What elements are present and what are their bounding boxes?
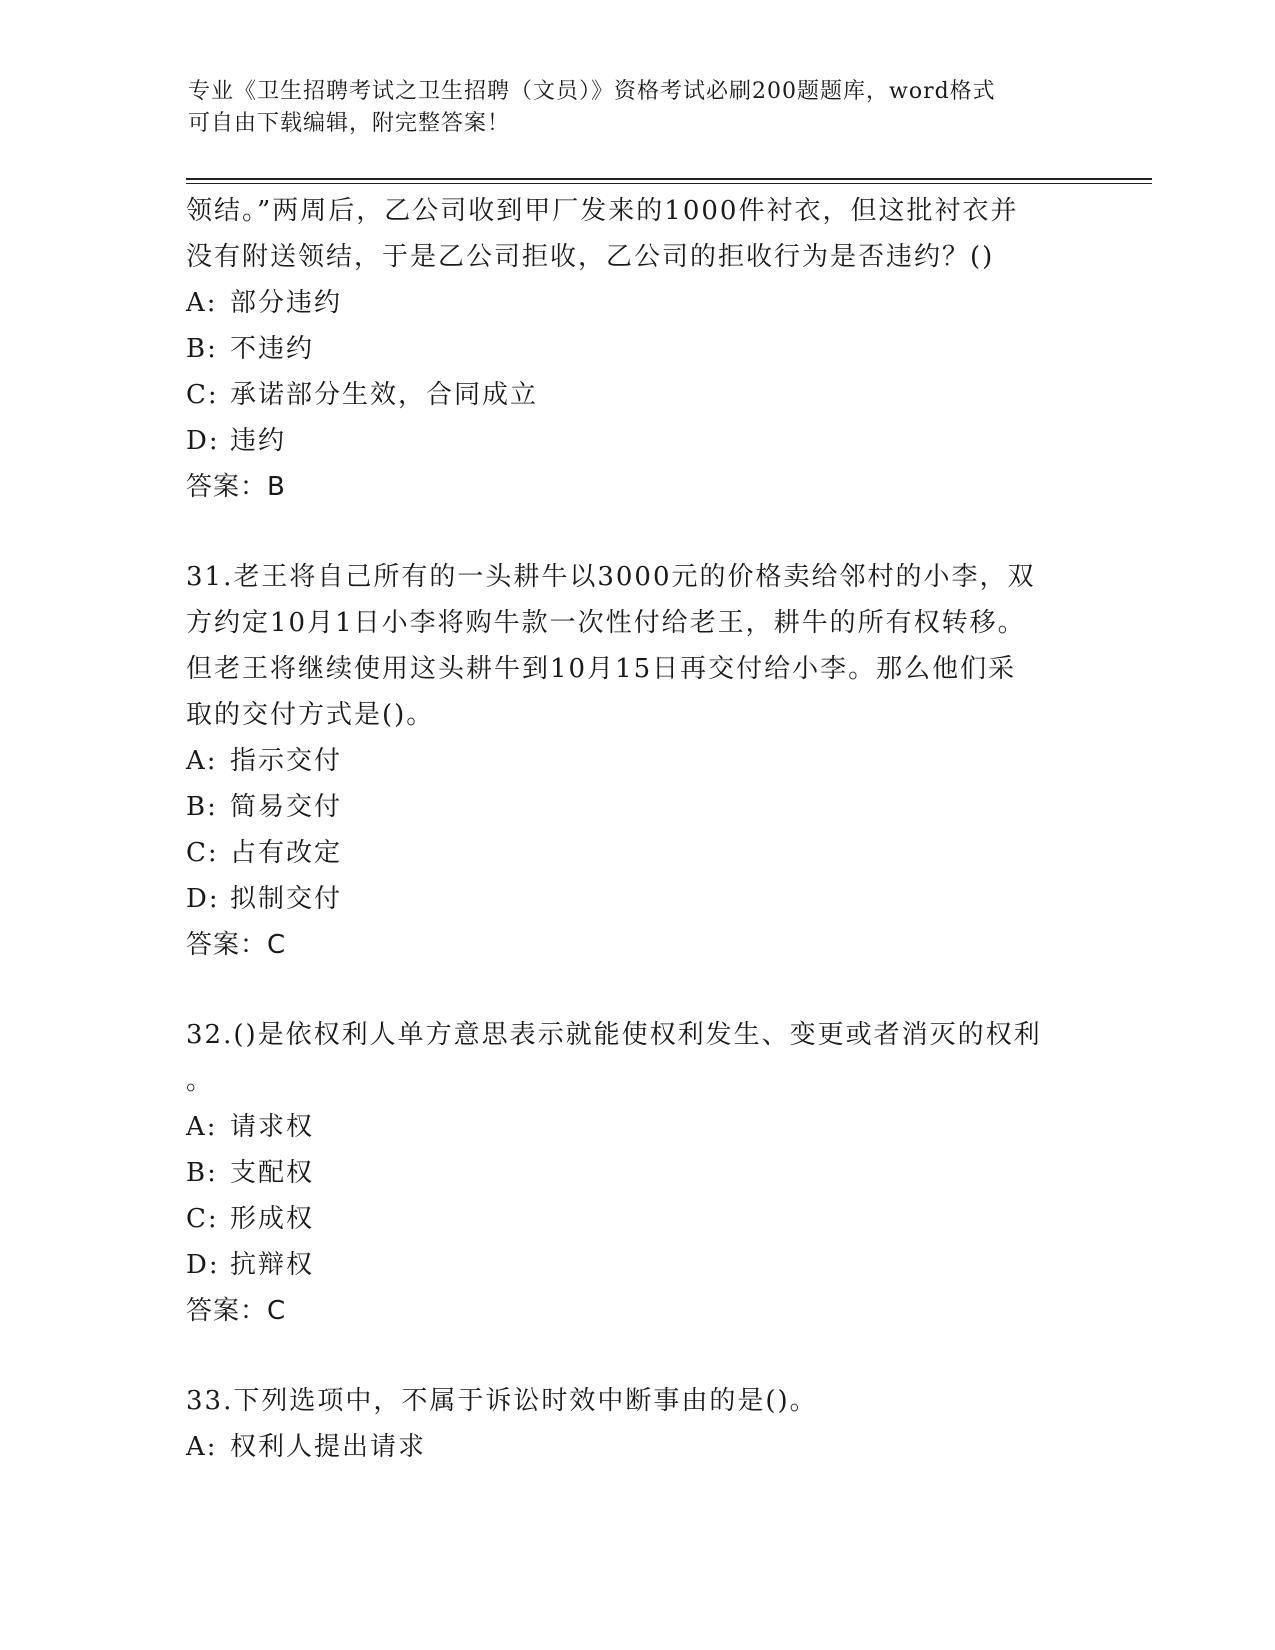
- question-stem-line: 领结。”两周后，乙公司收到甲厂发来的1000件衬衣，但这批衬衣并: [186, 196, 1019, 226]
- option-letter: A:: [186, 1432, 218, 1462]
- option-text: 简易交付: [230, 792, 343, 822]
- header-line-2: 可自由下载编辑，附完整答案！: [188, 111, 511, 136]
- option-text: 权利人提出请求: [230, 1432, 427, 1462]
- option-text: 指示交付: [230, 746, 343, 776]
- question-block: [186, 1012, 1086, 1334]
- option-text: 支配权: [230, 1158, 315, 1188]
- question-stem-line: 。: [186, 1066, 215, 1096]
- option-c: [186, 1196, 1086, 1242]
- option-d: [186, 1242, 1086, 1288]
- option-text: 请求权: [230, 1112, 315, 1142]
- option-letter: D:: [186, 426, 220, 456]
- spacer: [186, 510, 1086, 554]
- header-rule-thin: [186, 183, 1152, 184]
- option-letter: A:: [186, 288, 218, 318]
- question-block: [186, 554, 1086, 968]
- question-stem-line: 取的交付方式是()。: [186, 700, 435, 730]
- option-letter: D:: [186, 884, 220, 914]
- question-stem-line: 没有附送领结，于是乙公司拒收，乙公司的拒收行为是否违约？(): [186, 242, 995, 272]
- option-text: 拟制交付: [230, 884, 343, 914]
- option-letter: B:: [186, 792, 218, 822]
- option-b: [186, 1150, 1086, 1196]
- document-body: [186, 188, 1086, 1470]
- document-header: [188, 76, 1068, 140]
- question-stem-line: 但老王将继续使用这头耕牛到10月15日再交付给小李。那么他们采: [186, 654, 1017, 684]
- option-text: 承诺部分生效，合同成立: [230, 380, 539, 410]
- answer-line: 答案：C: [186, 930, 287, 960]
- option-letter: B:: [186, 334, 218, 364]
- option-a: [186, 1104, 1086, 1150]
- option-text: 违约: [230, 426, 287, 456]
- header-rule-thick: [186, 178, 1152, 180]
- option-text: 抗辩权: [230, 1250, 315, 1280]
- option-c: [186, 830, 1086, 876]
- option-text: 占有改定: [230, 838, 343, 868]
- option-b: [186, 784, 1086, 830]
- header-line-1: 专业《卫生招聘考试之卫生招聘（文员）》资格考试必刷200题题库，word格式: [188, 79, 996, 104]
- option-d: [186, 876, 1086, 922]
- question-block: [186, 188, 1086, 510]
- option-letter: A:: [186, 746, 218, 776]
- option-text: 不违约: [230, 334, 315, 364]
- question-stem-line: 31.老王将自己所有的一头耕牛以3000元的价格卖给邻村的小李，双: [186, 562, 1036, 592]
- spacer: [186, 1334, 1086, 1378]
- question-stem-line: 方约定10月1日小李将购牛款一次性付给老王，耕牛的所有权转移。: [186, 608, 1026, 638]
- option-letter: C:: [186, 838, 219, 868]
- option-a: [186, 1424, 1086, 1470]
- answer-line: 答案：C: [186, 1296, 287, 1326]
- spacer: [186, 968, 1086, 1012]
- option-b: [186, 326, 1086, 372]
- option-letter: C:: [186, 380, 219, 410]
- option-a: [186, 738, 1086, 784]
- option-text: 形成权: [230, 1204, 315, 1234]
- question-stem-line: 32.()是依权利人单方意思表示就能使权利发生、变更或者消灭的权利: [186, 1020, 1042, 1050]
- option-letter: A:: [186, 1112, 218, 1142]
- answer-line: 答案：B: [186, 472, 286, 502]
- option-letter: B:: [186, 1158, 218, 1188]
- option-d: [186, 418, 1086, 464]
- option-a: [186, 280, 1086, 326]
- option-letter: C:: [186, 1204, 219, 1234]
- option-letter: D:: [186, 1250, 220, 1280]
- option-text: 部分违约: [230, 288, 343, 318]
- option-c: [186, 372, 1086, 418]
- question-stem-line: 33.下列选项中，不属于诉讼时效中断事由的是()。: [186, 1386, 818, 1416]
- question-block: [186, 1378, 1086, 1470]
